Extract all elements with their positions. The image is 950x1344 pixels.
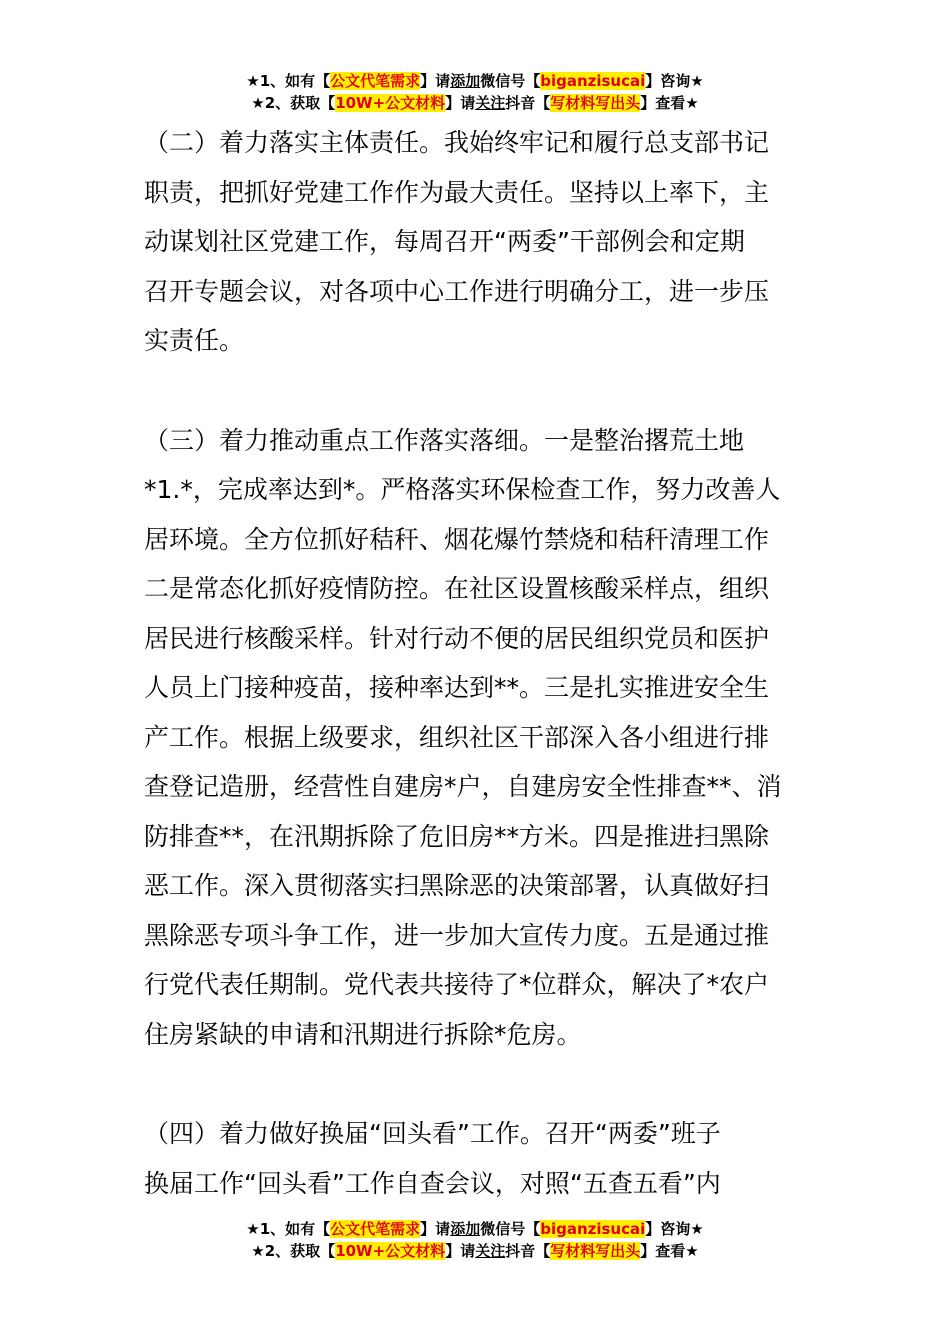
header-banner [0,70,950,114]
banner-underlined: 关注 [475,94,506,112]
banner-text: 抖音【 [505,1242,551,1260]
banner-text: 微信号【 [480,1220,541,1238]
banner-highlight: 10W+公文材料 [335,94,446,112]
text-line: 人员上门接种疫苗，接种率达到**。三是扎实推进安全生 [144,673,770,702]
banner-text: 微信号【 [480,72,541,90]
banner-highlight: 10W+公文材料 [335,1242,446,1260]
text-line: 职责，把抓好党建工作作为最大责任。坚持以上率下，主 [144,177,770,207]
text-line: 居民进行核酸采样。针对行动不便的居民组织党员和医护 [144,623,770,653]
banner-text: 】请 [445,94,476,112]
banner-text: ★1、如有【 [246,1220,331,1238]
banner-underlined: 添加 [450,1220,481,1238]
text-line: 产工作。根据上级要求，组织社区干部深入各小组进行排 [144,722,770,752]
banner-underlined: 关注 [475,1242,506,1260]
text-line: （三）着力推动重点工作落实落细。一是整治撂荒土地 [144,425,745,455]
banner-line-1 [0,1218,950,1240]
paragraph-4 [144,1109,808,1208]
document-body [144,118,808,1208]
banner-highlight: 公文代笔需求 [330,72,421,90]
banner-text: 】咨询★ [645,72,704,90]
text-line: 二是常态化抓好疫情防控。在社区设置核酸采样点，组织 [144,574,770,603]
text-line: 行党代表任期制。党代表共接待了*位群众，解决了*农户 [144,970,770,999]
banner-text: 】请 [420,72,451,90]
banner-text: ★2、获取【 [251,94,336,112]
banner-line-1 [0,70,950,92]
banner-text: 】查看★ [640,1242,699,1260]
text-line: 恶工作。深入贯彻落实扫黑除恶的决策部署，认真做好扫 [144,871,770,900]
text-line: 动谋划社区党建工作，每周召开“两委”干部例会和定期 [144,227,745,256]
banner-text: 】查看★ [640,94,699,112]
banner-highlight: biganzisucai [540,72,646,90]
footer-banner [0,1218,950,1262]
text-line: （二）着力落实主体责任。我始终牢记和履行总支部书记 [144,128,770,157]
text-line: *1.*，完成率达到*。严格落实环保检查工作，努力改善人 [144,475,781,504]
banner-underlined: 添加 [450,72,481,90]
text-line: （四）着力做好换届“回头看”工作。召开“两委”班子 [144,1119,721,1148]
banner-text: 抖音【 [505,94,551,112]
text-line: 换届工作“回头看”工作自查会议，对照“五查五看”内 [144,1168,721,1198]
banner-highlight: 公文代笔需求 [330,1220,421,1238]
text-line: 防排查**，在汛期拆除了危旧房**方米。四是推进扫黑除 [144,821,770,851]
paragraph-3 [144,416,808,1060]
text-line: 查登记造册，经营性自建房*户，自建房安全性排查**、消 [144,772,782,801]
banner-highlight: 写材料写出头 [550,94,641,112]
text-line: 召开专题会议，对各项中心工作进行明确分工，进一步压 [144,276,770,306]
banner-highlight: biganzisucai [540,1220,646,1238]
banner-line-2 [0,1240,950,1262]
text-line: 黑除恶专项斗争工作，进一步加大宣传力度。五是通过推 [144,920,770,950]
paragraph-2 [144,118,808,366]
banner-text: 】咨询★ [645,1220,704,1238]
text-line: 实责任。 [144,326,245,355]
banner-line-2 [0,92,950,114]
banner-highlight: 写材料写出头 [550,1242,641,1260]
banner-text: ★1、如有【 [246,72,331,90]
banner-text: 】请 [445,1242,476,1260]
text-line: 居环境。全方位抓好秸秆、烟花爆竹禁烧和秸秆清理工作 [144,524,770,554]
banner-text: ★2、获取【 [251,1242,336,1260]
text-line: 住房紧缺的申请和汛期进行拆除*危房。 [144,1019,582,1049]
banner-text: 】请 [420,1220,451,1238]
